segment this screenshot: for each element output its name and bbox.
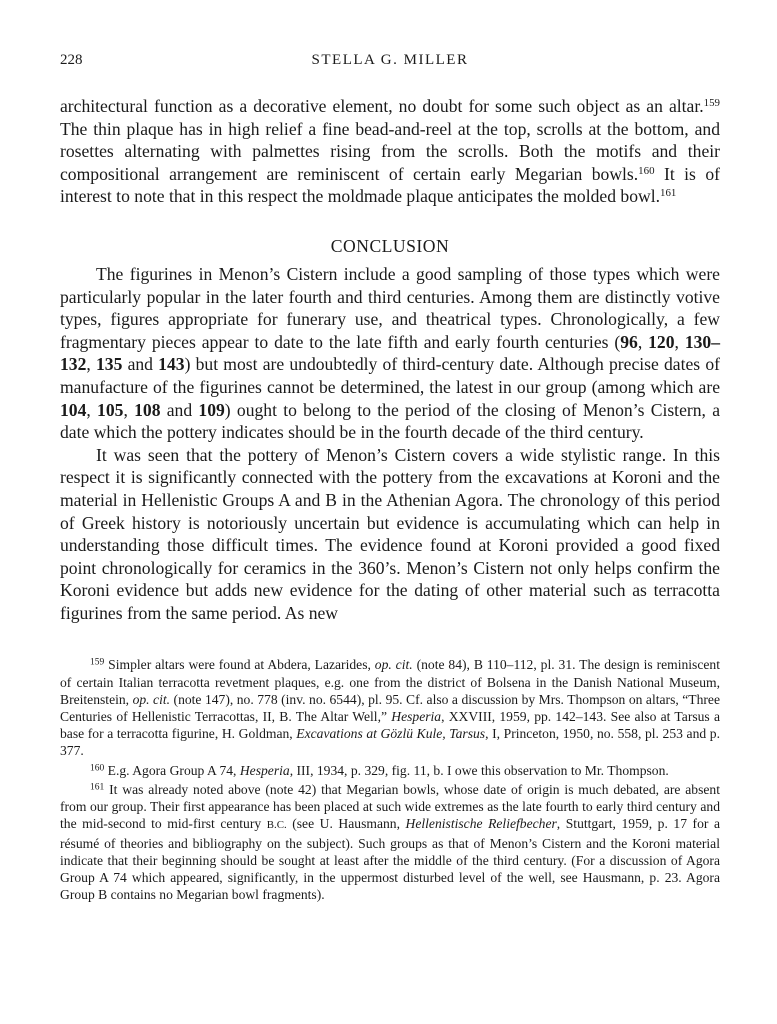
paragraph-figurines — [60, 263, 720, 444]
catalogue-number: 105 — [97, 399, 124, 420]
catalogue-number: 135 — [95, 354, 123, 375]
separator: and — [122, 354, 159, 375]
footnote-160 — [60, 762, 720, 779]
paragraph-pottery: It was seen that the pottery of Menon’s Cistern covers a wide stylistic range. In this respect it is significantly connected with the pottery from the excavations at Koroni and the material in Hellenistic Groups A and B in the Athenian Agora. The chronology of this period of Greek history is notoriously uncertain but evidence is accumulating which can help in understanding those difficult times. The evidence found at Koroni provided a good fixed point chronologically for ceramics in the 360’s. Menon’s Cistern not only helps confirm the Koroni evidence but adds new evidence for the dating of other material such as terracotta figurines from the same period. As new — [60, 444, 720, 623]
page-number: 228 — [60, 52, 83, 68]
text-run: ) ought to belong to the period of the closing of Menon’s Cistern, a date which the pottery indicates should be in the fourth decade of the third century. — [60, 399, 721, 443]
catalogue-number: 104 — [60, 399, 87, 420]
text-run: (see U. Hausmann, — [286, 816, 406, 832]
text-run: Simpler altars were found at Abdera, Lazarides, — [104, 657, 375, 673]
catalogue-number: 108 — [134, 399, 161, 420]
section-heading: CONCLUSION — [330, 235, 450, 256]
italic-run: Hellenistische Reliefbecher — [405, 816, 557, 832]
running-head-author: STELLA G. MILLER — [311, 52, 469, 68]
italic-run: Hesperia — [239, 762, 290, 778]
catalogue-number: 130–132 — [60, 331, 720, 375]
text-run: It is of interest to note that in this respect the moldmade plaque anticipates the molded bowl. — [60, 163, 720, 207]
catalogue-number: 109 — [198, 399, 225, 420]
separator: and — [160, 399, 199, 420]
text-run: , III, 1934, p. 329, fig. 11, b. I owe this observation to Mr. Thompson. — [289, 762, 669, 778]
italic-run: Hesperia — [391, 709, 442, 725]
text-run: , XXVIII, 1959, pp. 142–143. See also at Tarsus a base for a terracotta figurine, H. Goldman, — [60, 709, 720, 742]
page — [60, 52, 720, 905]
footnote-number: 160 — [90, 763, 105, 774]
separator: , — [86, 399, 98, 420]
catalogue-number: 143 — [158, 354, 185, 375]
separator: , — [674, 331, 685, 352]
italic-run: Excavations at Gözlü Kule, Tarsus — [296, 726, 486, 742]
italic-run: op. cit. — [132, 691, 171, 707]
text-run: architectural function as a decorative element, no doubt for some such object as an altar. — [60, 96, 704, 116]
footnote-ref-159[interactable]: 159 — [703, 97, 720, 109]
catalogue-number: 120 — [648, 331, 675, 352]
running-head — [60, 52, 720, 74]
text-run: E.g. Agora Group A 74, — [104, 762, 240, 778]
catalogue-number: 96 — [620, 331, 638, 352]
footnote-ref-160[interactable]: 160 — [638, 164, 655, 177]
text-run: It was already noted above (note 42) that Megarian bowls, whose date of origin is much debated, are absent from our group. Their first appearance has been placed at such wide extremes as the late fourth to early third century and the mid-second to mid-first century — [60, 781, 720, 832]
italic-run: op. cit. — [374, 657, 413, 673]
small-caps-run: B.C. — [266, 819, 287, 832]
footnote-161 — [60, 781, 720, 903]
text-run: , Stuttgart, 1959, p. 17 for a résumé of theories and bibliography on the subject). Such groups as that of Menon’s Cistern and the Koroni material indicate that their beginning should be sought at least after the middle of the third century. (For a discussion of Agora Group A 74 which appeared, significantly, in the uppermost disturbed level of the well, see Hausmann, p. 23. Agora Group B contains no Megarian bowl fragments). — [60, 816, 720, 903]
separator: , — [637, 331, 649, 352]
separator: , — [86, 354, 96, 375]
paragraph-altar — [60, 95, 720, 208]
body-text — [60, 95, 720, 624]
separator: , — [123, 399, 135, 420]
text-run: ) but most are undoubtedly of third-century date. Although precise dates of manufacture of the figurines cannot be determined, the latest in our group (among which are — [60, 354, 720, 397]
text-run: The figurines in Menon’s Cistern include a good sampling of those types which were particularly popular in the later fourth and third centuries. Among them are distinctly votive types, figures appropriate for funerary use, and theatrical types. Chronologically, a few fragmentary pieces appear to date to the late fifth and early fourth centuries ( — [60, 263, 720, 352]
text-run: (note 147), no. 778 (inv. no. 6544), pl. 95. Cf. also a discussion by Mrs. Thompson on altars, “Three Centuries of Hellenistic Terracottas, II, B. The Altar Well,” — [60, 691, 720, 725]
text-run: , I, Princeton, 1950, no. 558, pl. 253 and p. 377. — [60, 726, 720, 759]
footnotes — [60, 656, 720, 903]
footnote-number: 159 — [90, 658, 105, 669]
footnote-159 — [60, 656, 720, 759]
footnote-ref-161[interactable]: 161 — [659, 187, 677, 200]
footnote-number: 161 — [90, 782, 105, 793]
text-run: The thin plaque has in high relief a fine bead-and-reel at the top, scrolls at the bottom, and rosettes alternating with palmettes rising from the scrolls. Both the motifs and their compositional arrangement are reminiscent of certain early Megarian bowls. — [60, 118, 720, 184]
text-run: (note 84), B 110–112, pl. 31. The design is reminiscent of certain Italian terracotta revetment plaques, e.g. one from the district of Bolsena in the Danish National Museum, Breitenstein, — [60, 657, 720, 707]
